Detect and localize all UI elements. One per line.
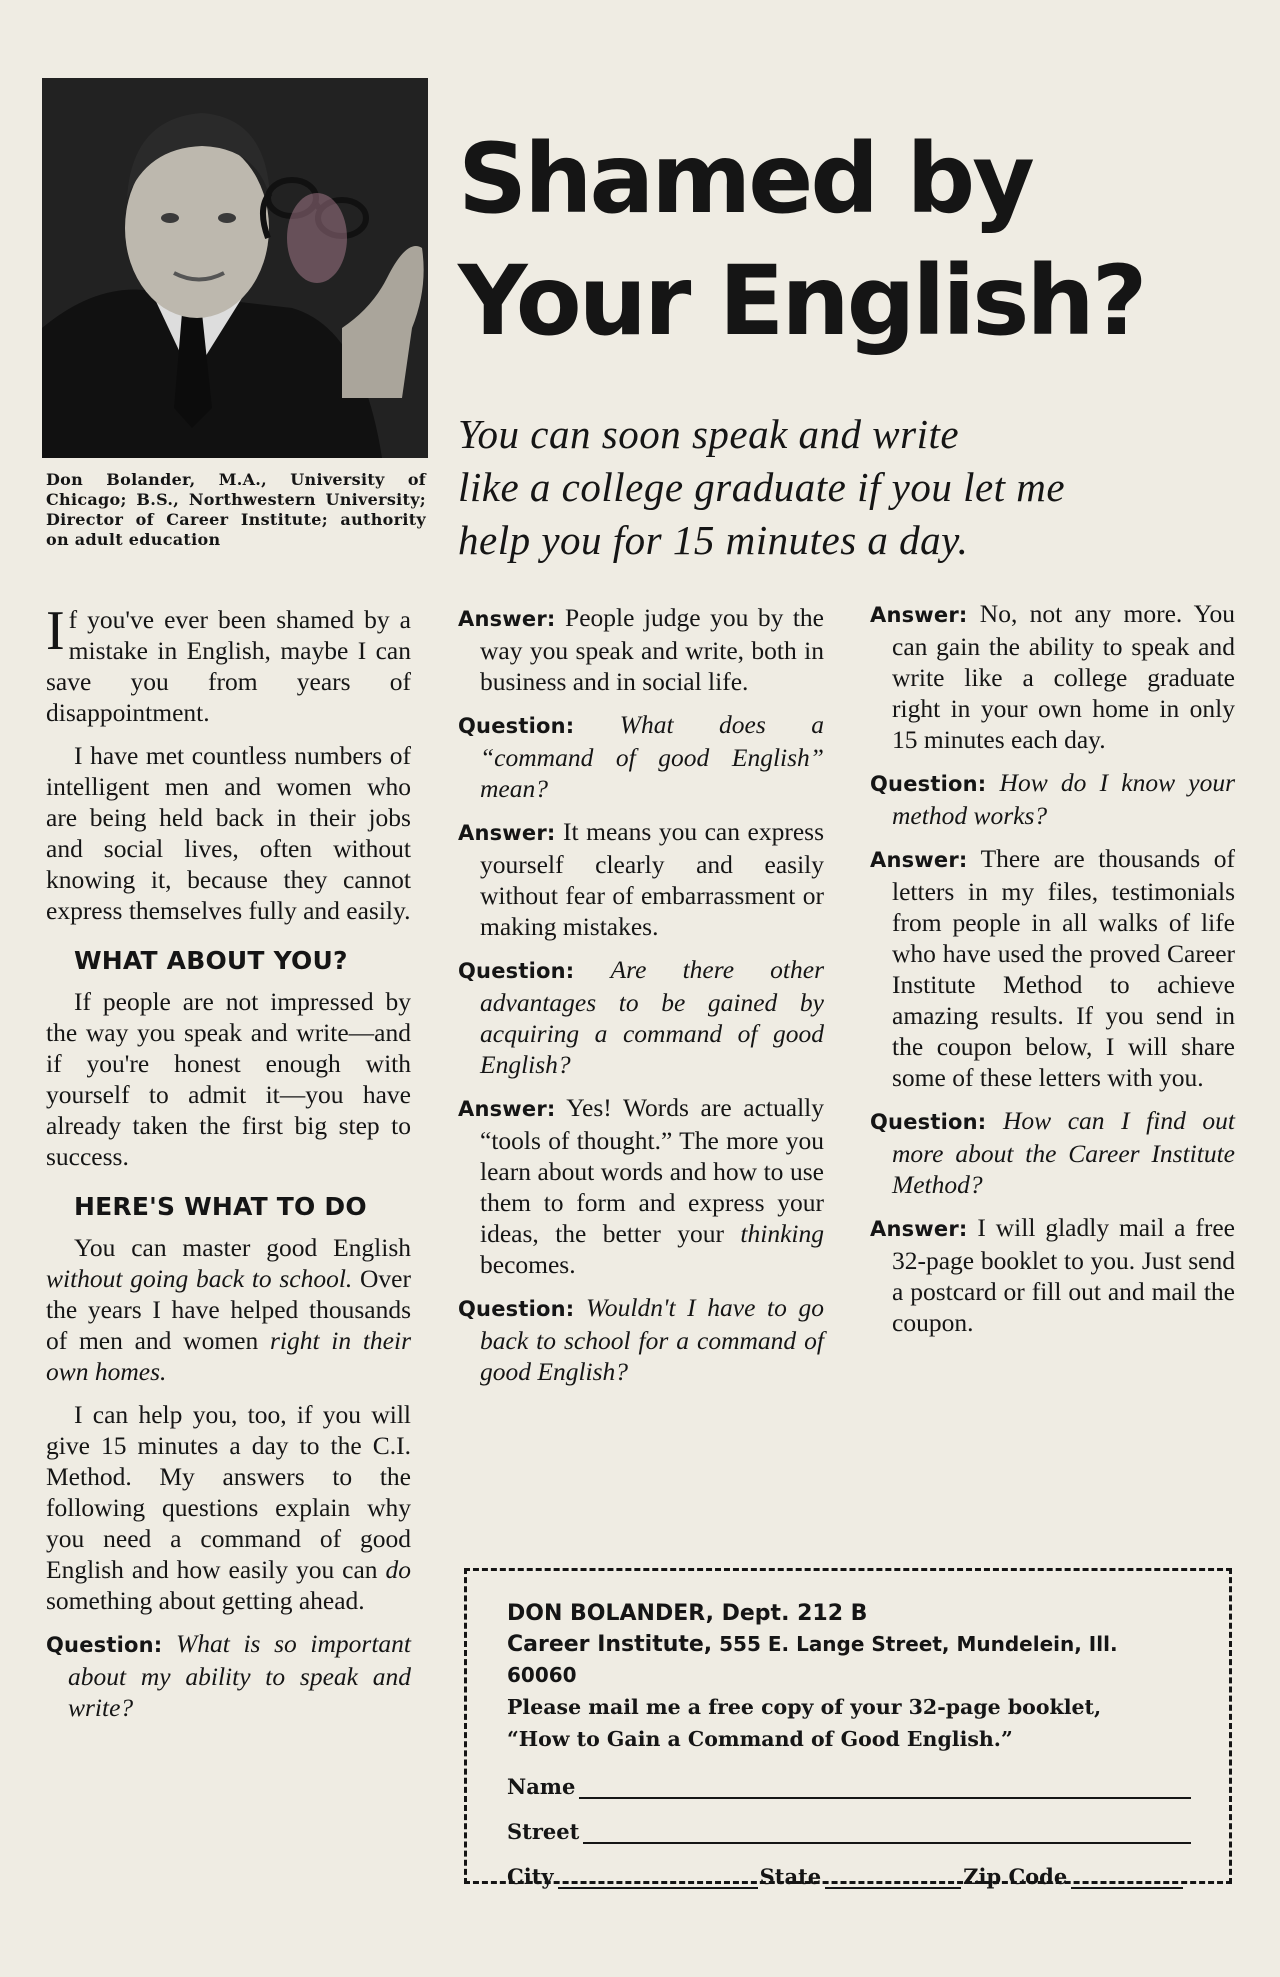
paragraph-2: I have met countless numbers of intelligent men and women who are being held back in their jobs and social lives, often without knowing it, because they cannot express themselves fully and easily. <box>46 741 411 925</box>
drop-cap: I <box>46 600 65 662</box>
answer-5: Answer: There are thousands of letters in my files, testimonials from people in all walks of life who have used the proved Career Institute Method to achieve amazing results. If you send in the coupon below, I will share some of these letters with you. <box>870 844 1235 1092</box>
answer-3: Answer: Yes! Words are actually “tools of thought.” The more you learn about words and how to use them to form and express your ideas, the better your thinking becomes. <box>458 1093 824 1279</box>
question-5: Question: How do I know your method works? <box>870 768 1236 830</box>
author-photo <box>42 78 428 458</box>
intro-paragraph: If you've ever been shamed by a mistake in English, maybe I can save you from years of disappointment. <box>46 600 411 727</box>
answer-2: Answer: It means you can express yourself clearly and easily without fear of embarrassment or making mistakes. <box>458 817 824 941</box>
zip-line[interactable] <box>1071 1865 1183 1889</box>
city-state-zip-row: City State Zip Code <box>507 1864 1191 1889</box>
coupon-request-2: “How to Gain a Command of Good English.” <box>507 1727 1013 1751</box>
headline-line-1: Shamed by <box>458 123 1032 235</box>
headline-line-2: Your English? <box>458 245 1145 357</box>
question-2: Question: What does a “command of good English” mean? <box>458 710 824 803</box>
mail-coupon <box>464 1568 1232 1889</box>
name-field[interactable]: Name <box>507 1774 1191 1799</box>
question-6: Question: How can I find out more about the Career Institute Method? <box>870 1106 1235 1199</box>
answer-1: Answer: People judge you by the way you speak and write, both in business and in social life. <box>458 603 824 696</box>
paragraph-5: I can help you, too, if you will give 15 minutes a day to the C.I. Method. My answers to the following questions explain why you need a command of good English and how easily you can do something about getting ahead. <box>46 1400 411 1615</box>
coupon-address: Career Institute, 555 E. Lange Street, Mundelein, Ill. 60060 <box>507 1632 1118 1687</box>
subhead-line-1: You can soon speak and write <box>458 411 960 457</box>
headline <box>458 118 1258 362</box>
answer-6: Answer: I will gladly mail a free 32-page booklet to you. Just send a postcard or fill out and mail the coupon. <box>870 1213 1235 1337</box>
street-line[interactable] <box>583 1820 1191 1844</box>
heading-heres-what-to-do: HERE'S WHAT TO DO <box>74 1192 367 1221</box>
question-3: Question: Are there other advantages to be gained by acquiring a command of good English? <box>458 955 825 1079</box>
coupon-recipient: DON BOLANDER, Dept. 212 B <box>507 1601 868 1626</box>
city-line[interactable] <box>558 1865 758 1889</box>
column-1 <box>46 600 412 1735</box>
subhead-line-3: help you for 15 minutes a day. <box>458 517 969 563</box>
subheadline <box>458 408 1258 567</box>
street-field[interactable]: Street <box>507 1819 1191 1844</box>
question-4: Question: Wouldn't I have to go back to school for a command of good English? <box>458 1293 824 1386</box>
paragraph-3: If people are not impressed by the way you speak and write—and if you're honest enough with yourself to admit it—you have already taken the first big step to success. <box>46 987 411 1171</box>
column-2 <box>458 602 824 1399</box>
heading-what-about-you: WHAT ABOUT YOU? <box>74 946 348 975</box>
author-caption: Don Bolander, M.A., University of Chicago; B.S., Northwestern University; Director of Career Institute; authority on adult education <box>46 470 426 549</box>
name-line[interactable] <box>579 1775 1191 1799</box>
coupon-request-1: Please mail me a free copy of your 32-page booklet, <box>507 1695 1102 1719</box>
paragraph-4: You can master good English without going back to school. Over the years I have helped thousands of men and women right in their own homes. <box>46 1233 412 1386</box>
column-3 <box>870 598 1235 1350</box>
portrait-icon <box>42 78 428 458</box>
answer-4: Answer: No, not any more. You can gain the ability to speak and write like a college graduate right in your own home in only 15 minutes each day. <box>870 599 1235 754</box>
question-1: Question: What is so important about my ability to speak and write? <box>46 1629 411 1722</box>
state-line[interactable] <box>825 1865 961 1889</box>
subhead-line-2: like a college graduate if you let me <box>458 464 1066 510</box>
